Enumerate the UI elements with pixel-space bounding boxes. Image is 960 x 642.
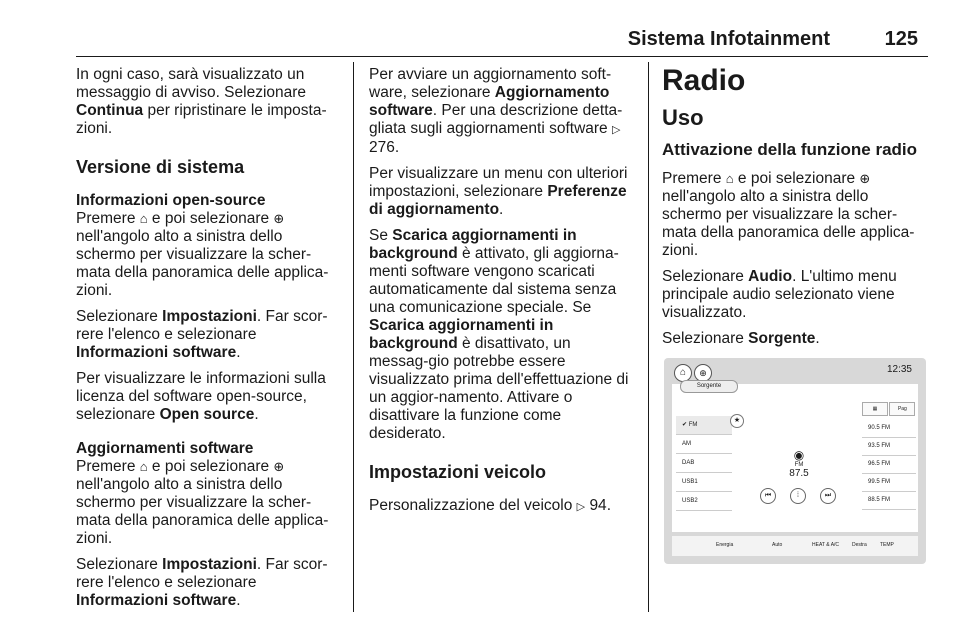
column-2 [369, 66, 633, 524]
list-item: 88.5 FM [862, 492, 916, 510]
bottom-label: Energia [716, 542, 734, 548]
keypad-icon: ⁞ [790, 488, 806, 504]
apps-icon: ⊕ [859, 171, 871, 186]
header-rule [76, 56, 928, 57]
list-item: ✔ FM [676, 416, 732, 435]
chapter-title-radio: Radio [662, 64, 746, 97]
apps-icon: ⊕ [273, 459, 285, 474]
climate-bar [672, 536, 918, 556]
subheading-software-updates: Aggiornamenti software [76, 440, 254, 457]
paragraph: Selezionare Audio. L'ultimo menu principale audio selezionato viene visualizzato. [662, 268, 897, 321]
paragraph: Personalizzazione del veicolo ▷ 94. [369, 497, 611, 514]
list-item: 93.5 FM [862, 438, 916, 456]
list-item: USB2 [676, 492, 732, 511]
previous-icon: ⏮ [760, 488, 776, 504]
source-button: Sorgente [680, 380, 738, 393]
favorite-icon: ★ [730, 414, 744, 428]
bottom-label: HEAT & A/C [812, 542, 840, 548]
next-icon: ⏭ [820, 488, 836, 504]
paragraph: Per avviare un aggiornamento soft-ware, selezionare Aggiornamento software. Per una descrizione detta-gliata sugli aggiornamenti software ▷ 276. [369, 66, 623, 156]
subheading-activation: Attivazione della funzione radio [662, 140, 918, 159]
paragraph: Per visualizzare un menu con ulteriori impostazioni, selezionare Preferenze di aggiornamento. [369, 165, 628, 218]
band-label: FM [794, 462, 804, 468]
list-item: 99.5 FM [862, 474, 916, 492]
subheading-open-source: Informazioni open-source [76, 192, 266, 209]
paragraph: Se Scarica aggiornamenti in background è attivato, gli aggiorna-menti software vengono scaricati automaticamente dal sistema senza una comunicazione speciale. Se Scarica aggiornamenti in background è disattivato, un messag-gio potrebbe essere visualizzato prima dell'effettuazione di un aggior-namento. Attivare o disattivare la funzione come desiderato. [369, 227, 629, 442]
page-reference[interactable]: 94 [589, 497, 607, 514]
list-item: AM [676, 435, 732, 454]
paragraph: Selezionare Impostazioni. Far scor-rere l'elenco e selezionare Informazioni software. [76, 308, 328, 361]
section-heading-uso: Uso [662, 105, 704, 130]
list-item: 90.5 FM [862, 420, 916, 438]
frequency: 87.5 [789, 468, 809, 479]
apps-icon: ⊕ [694, 364, 712, 382]
radio-icon: ◉ [793, 448, 805, 462]
home-icon: ⌂ [674, 364, 692, 382]
column-1 [76, 66, 340, 618]
apps-icon: ⊕ [273, 211, 285, 226]
paragraph: Premere ⌂ e poi selezionare ⊕ nell'angolo alto a sinistra dello schermo per visualizzare la scher-mata della panoramica delle applica-zioni. [76, 210, 329, 299]
paragraph: Per visualizzare le informazioni sulla licenza del software open-source, selezionare Open source. [76, 370, 326, 423]
home-icon: ⌂ [725, 171, 734, 186]
home-icon: ⌂ [139, 211, 148, 226]
paragraph: Premere ⌂ e poi selezionare ⊕ nell'angolo alto a sinistra dello schermo per visualizzare la scher-mata della panoramica delle applica-zioni. [76, 458, 329, 547]
page-header [76, 28, 928, 54]
paragraph: In ogni caso, sarà visualizzato un messaggio di avviso. Selezionare Continua per ripristinare le imposta-zioni. [76, 66, 327, 137]
preset-tabs [862, 402, 916, 416]
reference-arrow-icon: ▷ [576, 501, 586, 513]
page-reference[interactable]: 276 [369, 139, 395, 156]
list-item: 96.5 FM [862, 456, 916, 474]
column-3 [662, 66, 928, 356]
page-number: 125 [884, 28, 918, 50]
section-heading-version: Versione di sistema [76, 157, 245, 177]
reference-arrow-icon: ▷ [611, 124, 621, 136]
source-list [676, 416, 732, 511]
paragraph: Premere ⌂ e poi selezionare ⊕ nell'angolo alto a sinistra dello schermo per visualizzare la scher-mata della panoramica delle applica-zioni. [662, 170, 915, 259]
list-item: USB1 [676, 473, 732, 492]
preset-list [862, 420, 916, 510]
home-icon: ⌂ [139, 459, 148, 474]
tab: ▦ [862, 402, 888, 416]
bottom-label: TEMP [880, 542, 894, 548]
paragraph: Selezionare Sorgente. [662, 330, 820, 347]
paragraph: Selezionare Impostazioni. Far scor-rere l'elenco e selezionare Informazioni software. [76, 556, 328, 609]
clock: 12:35 [886, 364, 912, 375]
station-display [774, 448, 824, 479]
list-item: DAB [676, 454, 732, 473]
section-heading-vehicle: Impostazioni veicolo [369, 462, 547, 482]
column-divider-1 [353, 62, 354, 612]
bottom-label: Auto [772, 542, 783, 548]
bottom-label: Destra [852, 542, 867, 548]
radio-screen-illustration [664, 358, 926, 564]
tab: Pag [889, 402, 915, 416]
column-divider-2 [648, 62, 649, 612]
header-title: Sistema Infotainment [627, 28, 830, 50]
